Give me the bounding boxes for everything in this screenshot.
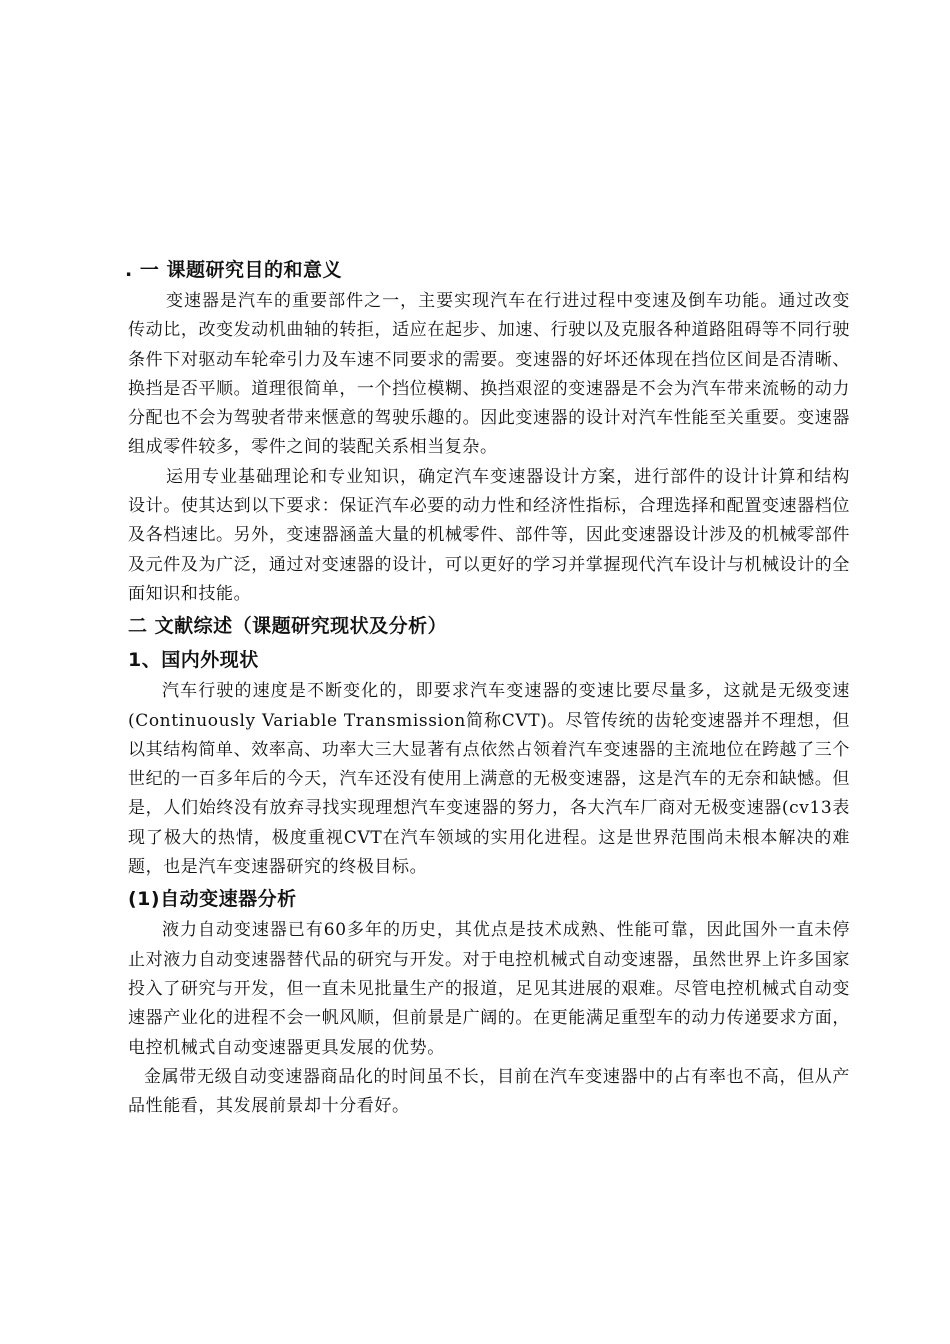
paragraph: 汽车行驶的速度是不断变化的，即要求汽车变速器的变速比要尽量多，这就是无级变速(Continuously Variable Transmission简称CVT)。尽管传统的齿轮变速器并不理想，但以其结构简单、效率高、功率大三大显著有点依然占领着汽车变速器的主流地位在跨越了三个世纪的一百多年后的今天，汽车还没有使用上满意的无极变速器，这是汽车的无奈和缺憾。但是，人们始终没有放弃寻找实现理想汽车变速器的努力，各大汽车厂商对无极变速器(cv13表现了极大的热情，极度重视CVT在汽车领域的实用化进程。这是世界范围尚未根本解决的难题，也是汽车变速器研究的终极目标。 [128,681,850,878]
paragraph: 运用专业基础理论和专业知识，确定汽车变速器设计方案，进行部件的设计计算和结构设计。使其达到以下要求：保证汽车必要的动力性和经济性指标，合理选择和配置变速器档位及各档速比。另外，变速器涵盖大量的机械零件、部件等，因此变速器设计涉及的机械零部件及元件及为广泛，通过对变速器的设计，可以更好的学习并掌握现代汽车设计与机械设计的全面知识和技能。 [128,466,850,604]
paragraph: 液力自动变速器已有60多年的历史，其优点是技术成熟、性能可靠，因此国外一直未停止对液力自动变速器替代品的研究与开发。对于电控机械式自动变速器，虽然世界上许多国家投入了研究与开发，但一直未见批量生产的报道，足见其进展的艰难。尽管电控机械式自动变速器产业化的进程不会一帆风顺，但前景是广阔的。在更能满足重型车的动力传递要求方面，电控机械式自动变速器更具发展的优势。 [128,920,850,1058]
section-heading-purpose: . 一 课题研究目的和意义 [125,259,342,281]
subsection-heading-status: 1、国内外现状 [128,649,259,672]
paragraph: 金属带无级自动变速器商品化的时间虽不长，目前在汽车变速器中的占有率也不高，但从产品性能看，其发展前景却十分看好。 [128,1066,850,1117]
section-heading-literature: 二 文献综述（课题研究现状及分析） [128,615,448,638]
subsection-heading-auto-transmission: (1)自动变速器分析 [128,888,297,911]
document-page [125,253,850,1121]
paragraph: 变速器是汽车的重要部件之一，主要实现汽车在行进过程中变速及倒车功能。通过改变传动比，改变发动机曲轴的转拒，适应在起步、加速、行驶以及克服各种道路阻碍等不同行驶条件下对驱动车轮牵引力及车速不同要求的需要。变速器的好坏还体现在挡位区间是否清晰、换挡是否平顺。道理很简单，一个挡位模糊、换挡艰涩的变速器是不会为汽车带来流畅的动力分配也不会为驾驶者带来惬意的驾驶乐趣的。因此变速器的设计对汽车性能至关重要。变速器组成零件较多，零件之间的装配关系相当复杂。 [128,291,850,458]
